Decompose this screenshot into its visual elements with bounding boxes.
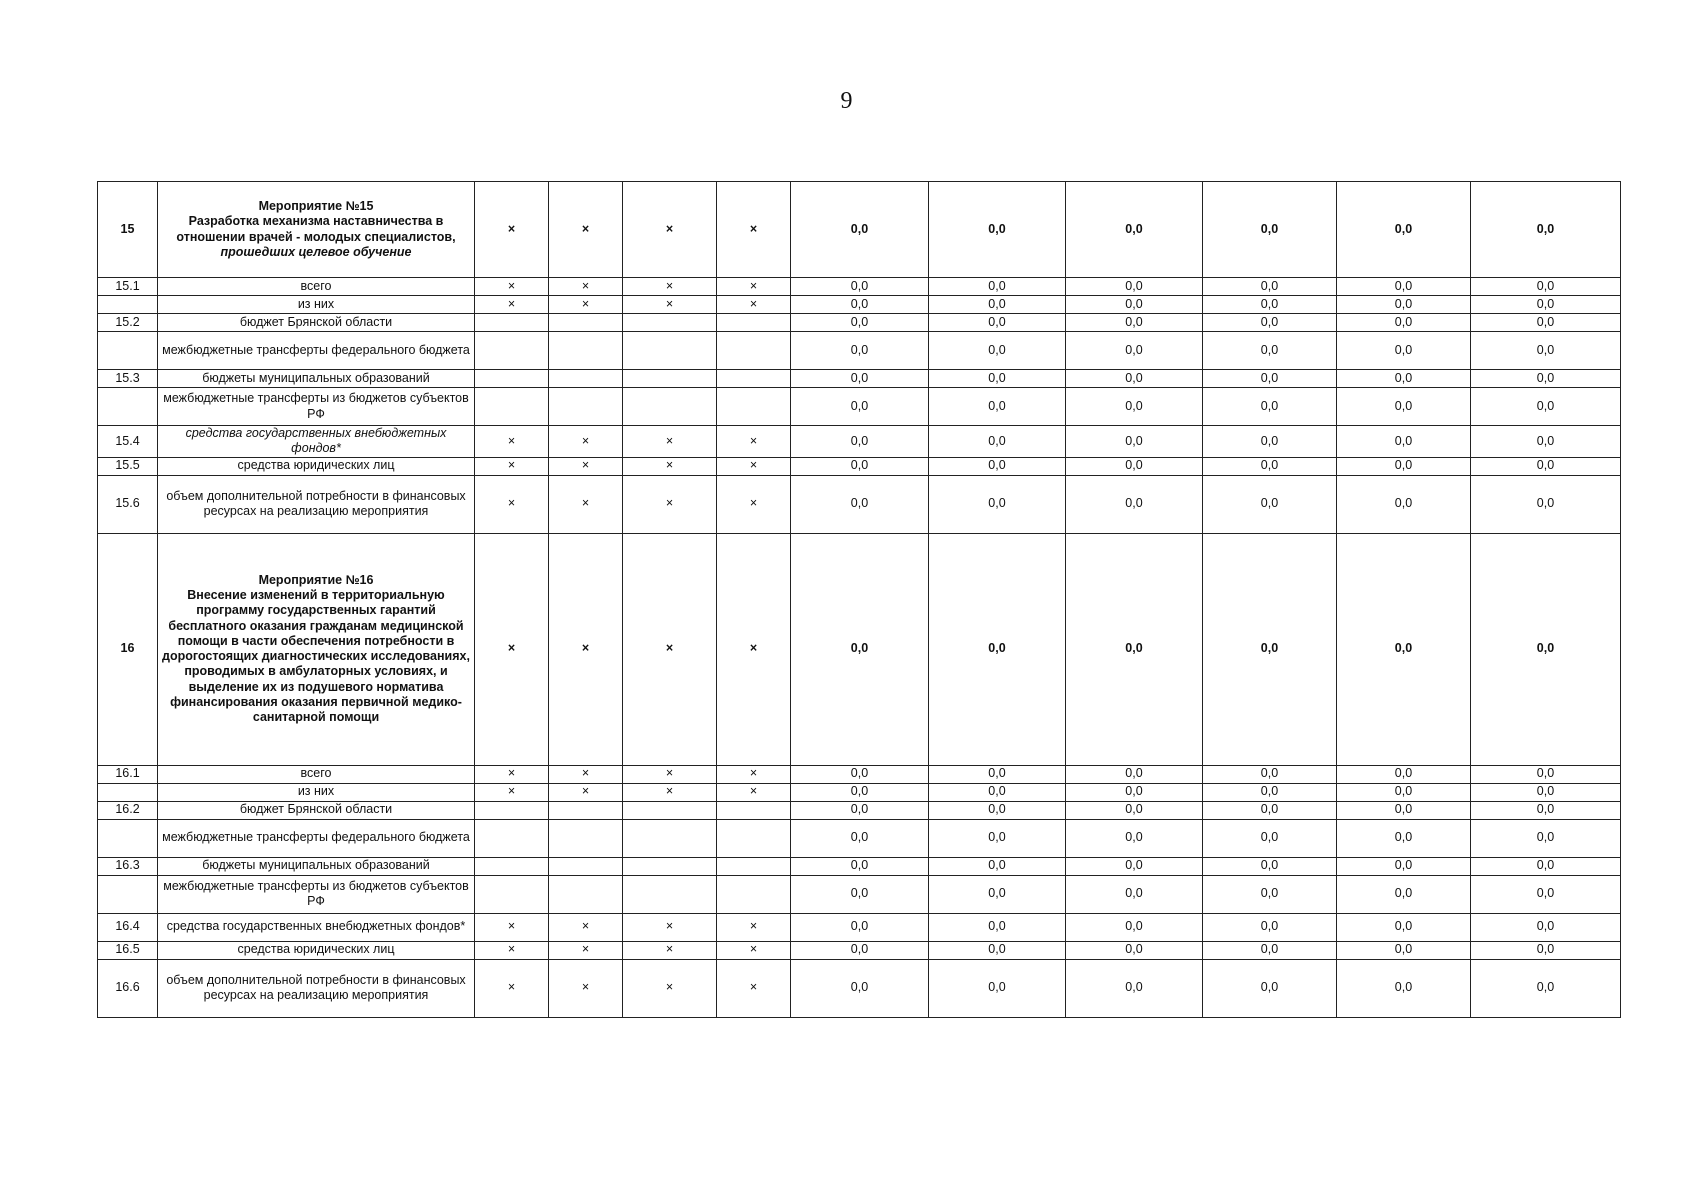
amount-cell: 0,0: [1471, 388, 1621, 426]
amount-cell: 0,0: [929, 278, 1066, 296]
funding-source-label: межбюджетные трансферты федерального бюджета: [158, 819, 475, 857]
not-applicable-mark: ×: [549, 959, 623, 1017]
amount-cell: 0,0: [1066, 475, 1203, 533]
not-applicable-mark: ×: [623, 959, 717, 1017]
page-number: 9: [840, 88, 853, 114]
source-row: [98, 941, 1621, 959]
not-applicable-mark: ×: [623, 182, 717, 278]
amount-cell: 0,0: [929, 875, 1066, 913]
amount-cell: 0,0: [791, 278, 929, 296]
amount-cell: 0,0: [929, 801, 1066, 819]
amount-cell: 0,0: [1337, 783, 1471, 801]
amount-cell: 0,0: [1066, 426, 1203, 458]
source-row: [98, 913, 1621, 941]
not-applicable-mark: ×: [717, 475, 791, 533]
amount-cell: 0,0: [791, 875, 929, 913]
amount-cell: 0,0: [929, 475, 1066, 533]
not-applicable-mark: [623, 857, 717, 875]
amount-cell: 0,0: [929, 533, 1066, 765]
measure-title-line: Внесение изменений в территориальную: [187, 588, 445, 602]
not-applicable-mark: [623, 819, 717, 857]
amount-cell: 0,0: [1066, 875, 1203, 913]
amount-cell: 0,0: [1203, 941, 1337, 959]
source-row: [98, 278, 1621, 296]
not-applicable-mark: [475, 314, 549, 332]
row-number: 16.5: [98, 941, 158, 959]
not-applicable-mark: [549, 801, 623, 819]
funding-source-label: бюджеты муниципальных образований: [158, 857, 475, 875]
not-applicable-mark: ×: [623, 475, 717, 533]
amount-cell: 0,0: [1066, 783, 1203, 801]
not-applicable-mark: [549, 332, 623, 370]
not-applicable-mark: ×: [549, 475, 623, 533]
row-number: 15.3: [98, 370, 158, 388]
amount-cell: 0,0: [1066, 370, 1203, 388]
not-applicable-mark: [549, 857, 623, 875]
amount-cell: 0,0: [1203, 533, 1337, 765]
not-applicable-mark: [623, 875, 717, 913]
not-applicable-mark: ×: [549, 913, 623, 941]
measure-title-line: дорогостоящих диагностических исследованиях,: [162, 649, 470, 663]
not-applicable-mark: [717, 388, 791, 426]
funding-source-label: бюджет Брянской области: [158, 801, 475, 819]
measure-title-italic: прошедших целевое обучение: [220, 244, 412, 259]
not-applicable-mark: ×: [623, 426, 717, 458]
amount-cell: 0,0: [1066, 388, 1203, 426]
source-row: [98, 457, 1621, 475]
not-applicable-mark: [623, 332, 717, 370]
funding-source-label: средства юридических лиц: [158, 457, 475, 475]
amount-cell: 0,0: [1337, 913, 1471, 941]
row-number: 15: [98, 182, 158, 278]
not-applicable-mark: ×: [717, 913, 791, 941]
amount-cell: 0,0: [791, 959, 929, 1017]
amount-cell: 0,0: [1471, 370, 1621, 388]
table-body: [98, 182, 1621, 1018]
amount-cell: 0,0: [1066, 457, 1203, 475]
amount-cell: 0,0: [1203, 182, 1337, 278]
source-row: [98, 388, 1621, 426]
amount-cell: 0,0: [1203, 296, 1337, 314]
amount-cell: 0,0: [1203, 332, 1337, 370]
amount-cell: 0,0: [929, 457, 1066, 475]
amount-cell: 0,0: [929, 765, 1066, 783]
amount-cell: 0,0: [1066, 913, 1203, 941]
amount-cell: 0,0: [791, 296, 929, 314]
funding-source-label: объем дополнительной потребности в финансовых ресурсах на реализацию мероприятия: [158, 959, 475, 1017]
amount-cell: 0,0: [1337, 314, 1471, 332]
amount-cell: 0,0: [1203, 457, 1337, 475]
not-applicable-mark: ×: [717, 783, 791, 801]
row-number: [98, 332, 158, 370]
measure-title-line: программу государственных гарантий: [196, 603, 436, 618]
funding-source-label: средства государственных внебюджетных фондов*: [158, 426, 475, 458]
not-applicable-mark: ×: [717, 765, 791, 783]
amount-cell: 0,0: [1337, 332, 1471, 370]
source-row: [98, 370, 1621, 388]
row-number: [98, 388, 158, 426]
amount-cell: 0,0: [1203, 278, 1337, 296]
funding-table: [97, 181, 1621, 1018]
measure-title: [158, 182, 475, 278]
not-applicable-mark: [475, 819, 549, 857]
amount-cell: 0,0: [791, 182, 929, 278]
amount-cell: 0,0: [1337, 475, 1471, 533]
measure-title-line: выделение их из подушевого норматива: [188, 679, 444, 694]
row-number: [98, 819, 158, 857]
amount-cell: 0,0: [1337, 875, 1471, 913]
row-number: 16.2: [98, 801, 158, 819]
amount-cell: 0,0: [1337, 370, 1471, 388]
amount-cell: 0,0: [791, 370, 929, 388]
source-row: [98, 332, 1621, 370]
not-applicable-mark: [717, 370, 791, 388]
amount-cell: 0,0: [1337, 765, 1471, 783]
not-applicable-mark: ×: [475, 959, 549, 1017]
not-applicable-mark: ×: [717, 941, 791, 959]
funding-source-label: бюджет Брянской области: [158, 314, 475, 332]
row-number: [98, 296, 158, 314]
amount-cell: 0,0: [929, 913, 1066, 941]
not-applicable-mark: ×: [717, 426, 791, 458]
amount-cell: 0,0: [1471, 913, 1621, 941]
row-number: 15.1: [98, 278, 158, 296]
not-applicable-mark: [549, 370, 623, 388]
amount-cell: 0,0: [1471, 457, 1621, 475]
amount-cell: 0,0: [1203, 370, 1337, 388]
not-applicable-mark: [475, 801, 549, 819]
amount-cell: 0,0: [1471, 296, 1621, 314]
funding-source-label: межбюджетные трансферты из бюджетов субъектов РФ: [158, 875, 475, 913]
amount-cell: 0,0: [1203, 913, 1337, 941]
amount-cell: 0,0: [1203, 388, 1337, 426]
amount-cell: 0,0: [1337, 533, 1471, 765]
amount-cell: 0,0: [1203, 819, 1337, 857]
amount-cell: 0,0: [1066, 296, 1203, 314]
amount-cell: 0,0: [1471, 182, 1621, 278]
amount-cell: 0,0: [1471, 765, 1621, 783]
not-applicable-mark: [475, 388, 549, 426]
source-row: [98, 314, 1621, 332]
amount-cell: 0,0: [1471, 278, 1621, 296]
not-applicable-mark: ×: [623, 765, 717, 783]
not-applicable-mark: [475, 370, 549, 388]
not-applicable-mark: [475, 875, 549, 913]
measure-title-line: Разработка механизма наставничества в: [188, 214, 444, 229]
row-number: 16: [98, 533, 158, 765]
source-row: [98, 783, 1621, 801]
funding-source-label: объем дополнительной потребности в финансовых ресурсах на реализацию мероприятия: [158, 475, 475, 533]
not-applicable-mark: ×: [475, 426, 549, 458]
amount-cell: 0,0: [1471, 801, 1621, 819]
amount-cell: 0,0: [1337, 296, 1471, 314]
amount-cell: 0,0: [1471, 475, 1621, 533]
amount-cell: 0,0: [1066, 941, 1203, 959]
amount-cell: 0,0: [1066, 765, 1203, 783]
row-number: 16.4: [98, 913, 158, 941]
amount-cell: 0,0: [1337, 819, 1471, 857]
funding-source-label: из них: [158, 296, 475, 314]
amount-cell: 0,0: [791, 801, 929, 819]
not-applicable-mark: [549, 314, 623, 332]
not-applicable-mark: [623, 314, 717, 332]
not-applicable-mark: ×: [623, 533, 717, 765]
not-applicable-mark: ×: [549, 783, 623, 801]
not-applicable-mark: [717, 314, 791, 332]
amount-cell: 0,0: [929, 819, 1066, 857]
not-applicable-mark: ×: [623, 941, 717, 959]
amount-cell: 0,0: [1066, 819, 1203, 857]
funding-source-label: средства юридических лиц: [158, 941, 475, 959]
amount-cell: 0,0: [1066, 801, 1203, 819]
measure-title-line: бесплатного оказания гражданам медицинской: [168, 618, 464, 633]
row-number: 15.6: [98, 475, 158, 533]
not-applicable-mark: ×: [475, 457, 549, 475]
measure-title-line: Мероприятие №16: [258, 572, 374, 587]
not-applicable-mark: ×: [717, 959, 791, 1017]
source-row: [98, 875, 1621, 913]
amount-cell: 0,0: [1066, 332, 1203, 370]
amount-cell: 0,0: [929, 370, 1066, 388]
amount-cell: 0,0: [1203, 475, 1337, 533]
not-applicable-mark: ×: [475, 941, 549, 959]
funding-source-label: межбюджетные трансферты федерального бюджета: [158, 332, 475, 370]
amount-cell: 0,0: [791, 783, 929, 801]
not-applicable-mark: ×: [717, 533, 791, 765]
not-applicable-mark: ×: [549, 941, 623, 959]
not-applicable-mark: ×: [549, 457, 623, 475]
amount-cell: 0,0: [929, 182, 1066, 278]
amount-cell: 0,0: [791, 941, 929, 959]
amount-cell: 0,0: [1203, 314, 1337, 332]
not-applicable-mark: ×: [475, 182, 549, 278]
row-number: 15.5: [98, 457, 158, 475]
not-applicable-mark: ×: [623, 278, 717, 296]
funding-source-label: средства государственных внебюджетных фондов*: [158, 913, 475, 941]
source-row: [98, 819, 1621, 857]
row-number: [98, 783, 158, 801]
amount-cell: 0,0: [1337, 182, 1471, 278]
amount-cell: 0,0: [791, 314, 929, 332]
amount-cell: 0,0: [1337, 278, 1471, 296]
amount-cell: 0,0: [929, 314, 1066, 332]
amount-cell: 0,0: [1337, 388, 1471, 426]
amount-cell: 0,0: [1066, 959, 1203, 1017]
amount-cell: 0,0: [1337, 457, 1471, 475]
amount-cell: 0,0: [791, 332, 929, 370]
not-applicable-mark: ×: [475, 765, 549, 783]
amount-cell: 0,0: [1203, 765, 1337, 783]
amount-cell: 0,0: [1066, 314, 1203, 332]
not-applicable-mark: ×: [623, 296, 717, 314]
amount-cell: 0,0: [929, 296, 1066, 314]
amount-cell: 0,0: [1471, 819, 1621, 857]
amount-cell: 0,0: [1337, 941, 1471, 959]
amount-cell: 0,0: [1337, 959, 1471, 1017]
funding-source-label: межбюджетные трансферты из бюджетов субъектов РФ: [158, 388, 475, 426]
funding-source-label: бюджеты муниципальных образований: [158, 370, 475, 388]
amount-cell: 0,0: [1471, 857, 1621, 875]
source-row: [98, 475, 1621, 533]
amount-cell: 0,0: [1203, 426, 1337, 458]
measure-title-line: помощи в части обеспечения потребности в: [177, 633, 455, 648]
funding-source-label: всего: [158, 765, 475, 783]
not-applicable-mark: ×: [549, 278, 623, 296]
row-number: 15.2: [98, 314, 158, 332]
not-applicable-mark: [623, 801, 717, 819]
measure-title-line: Мероприятие №15: [258, 199, 374, 213]
not-applicable-mark: ×: [717, 182, 791, 278]
amount-cell: 0,0: [1203, 857, 1337, 875]
not-applicable-mark: ×: [475, 296, 549, 314]
amount-cell: 0,0: [1203, 959, 1337, 1017]
source-row: [98, 296, 1621, 314]
not-applicable-mark: [549, 875, 623, 913]
not-applicable-mark: ×: [623, 457, 717, 475]
amount-cell: 0,0: [929, 426, 1066, 458]
not-applicable-mark: ×: [549, 426, 623, 458]
amount-cell: 0,0: [791, 913, 929, 941]
amount-cell: 0,0: [1471, 533, 1621, 765]
amount-cell: 0,0: [929, 388, 1066, 426]
amount-cell: 0,0: [791, 475, 929, 533]
not-applicable-mark: ×: [549, 533, 623, 765]
funding-source-label: всего: [158, 278, 475, 296]
not-applicable-mark: ×: [475, 475, 549, 533]
source-row: [98, 765, 1621, 783]
amount-cell: 0,0: [791, 765, 929, 783]
not-applicable-mark: [549, 388, 623, 426]
amount-cell: 0,0: [1203, 801, 1337, 819]
amount-cell: 0,0: [929, 857, 1066, 875]
amount-cell: 0,0: [1471, 783, 1621, 801]
not-applicable-mark: ×: [549, 182, 623, 278]
not-applicable-mark: [717, 332, 791, 370]
source-row: [98, 426, 1621, 458]
not-applicable-mark: [717, 801, 791, 819]
amount-cell: 0,0: [1471, 875, 1621, 913]
row-number: [98, 875, 158, 913]
not-applicable-mark: ×: [475, 533, 549, 765]
amount-cell: 0,0: [1471, 426, 1621, 458]
not-applicable-mark: ×: [623, 913, 717, 941]
not-applicable-mark: [475, 332, 549, 370]
row-number: 15.4: [98, 426, 158, 458]
not-applicable-mark: ×: [717, 296, 791, 314]
amount-cell: 0,0: [1471, 959, 1621, 1017]
row-number: 16.6: [98, 959, 158, 1017]
amount-cell: 0,0: [791, 819, 929, 857]
amount-cell: 0,0: [1203, 875, 1337, 913]
not-applicable-mark: [717, 819, 791, 857]
not-applicable-mark: ×: [475, 783, 549, 801]
amount-cell: 0,0: [1066, 182, 1203, 278]
amount-cell: 0,0: [929, 941, 1066, 959]
amount-cell: 0,0: [1471, 314, 1621, 332]
measure-row: [98, 533, 1621, 765]
amount-cell: 0,0: [791, 857, 929, 875]
not-applicable-mark: [623, 370, 717, 388]
amount-cell: 0,0: [929, 332, 1066, 370]
source-row: [98, 801, 1621, 819]
not-applicable-mark: [475, 857, 549, 875]
amount-cell: 0,0: [1337, 801, 1471, 819]
not-applicable-mark: ×: [623, 783, 717, 801]
row-number: 16.3: [98, 857, 158, 875]
funding-source-label: из них: [158, 783, 475, 801]
not-applicable-mark: ×: [475, 913, 549, 941]
source-row: [98, 857, 1621, 875]
amount-cell: 0,0: [1066, 857, 1203, 875]
measure-row: [98, 182, 1621, 278]
amount-cell: 0,0: [1471, 332, 1621, 370]
measure-title-line: финансирования оказания первичной медико-: [170, 694, 462, 709]
not-applicable-mark: ×: [549, 296, 623, 314]
amount-cell: 0,0: [791, 426, 929, 458]
measure-title-line: санитарной помощи: [252, 710, 380, 724]
source-row: [98, 959, 1621, 1017]
amount-cell: 0,0: [1337, 426, 1471, 458]
amount-cell: 0,0: [1471, 941, 1621, 959]
not-applicable-mark: [549, 819, 623, 857]
amount-cell: 0,0: [1337, 857, 1471, 875]
amount-cell: 0,0: [929, 959, 1066, 1017]
amount-cell: 0,0: [929, 783, 1066, 801]
amount-cell: 0,0: [1066, 533, 1203, 765]
not-applicable-mark: ×: [717, 457, 791, 475]
measure-title-line: проводимых в амбулаторных условиях, и: [184, 664, 448, 679]
amount-cell: 0,0: [1066, 278, 1203, 296]
row-number: 16.1: [98, 765, 158, 783]
not-applicable-mark: [717, 875, 791, 913]
not-applicable-mark: ×: [475, 278, 549, 296]
not-applicable-mark: ×: [717, 278, 791, 296]
not-applicable-mark: [717, 857, 791, 875]
amount-cell: 0,0: [791, 457, 929, 475]
not-applicable-mark: [623, 388, 717, 426]
not-applicable-mark: ×: [549, 765, 623, 783]
amount-cell: 0,0: [1203, 783, 1337, 801]
measure-title-line: отношении врачей - молодых специалистов,: [176, 229, 456, 244]
measure-title: [158, 533, 475, 765]
amount-cell: 0,0: [791, 388, 929, 426]
amount-cell: 0,0: [791, 533, 929, 765]
